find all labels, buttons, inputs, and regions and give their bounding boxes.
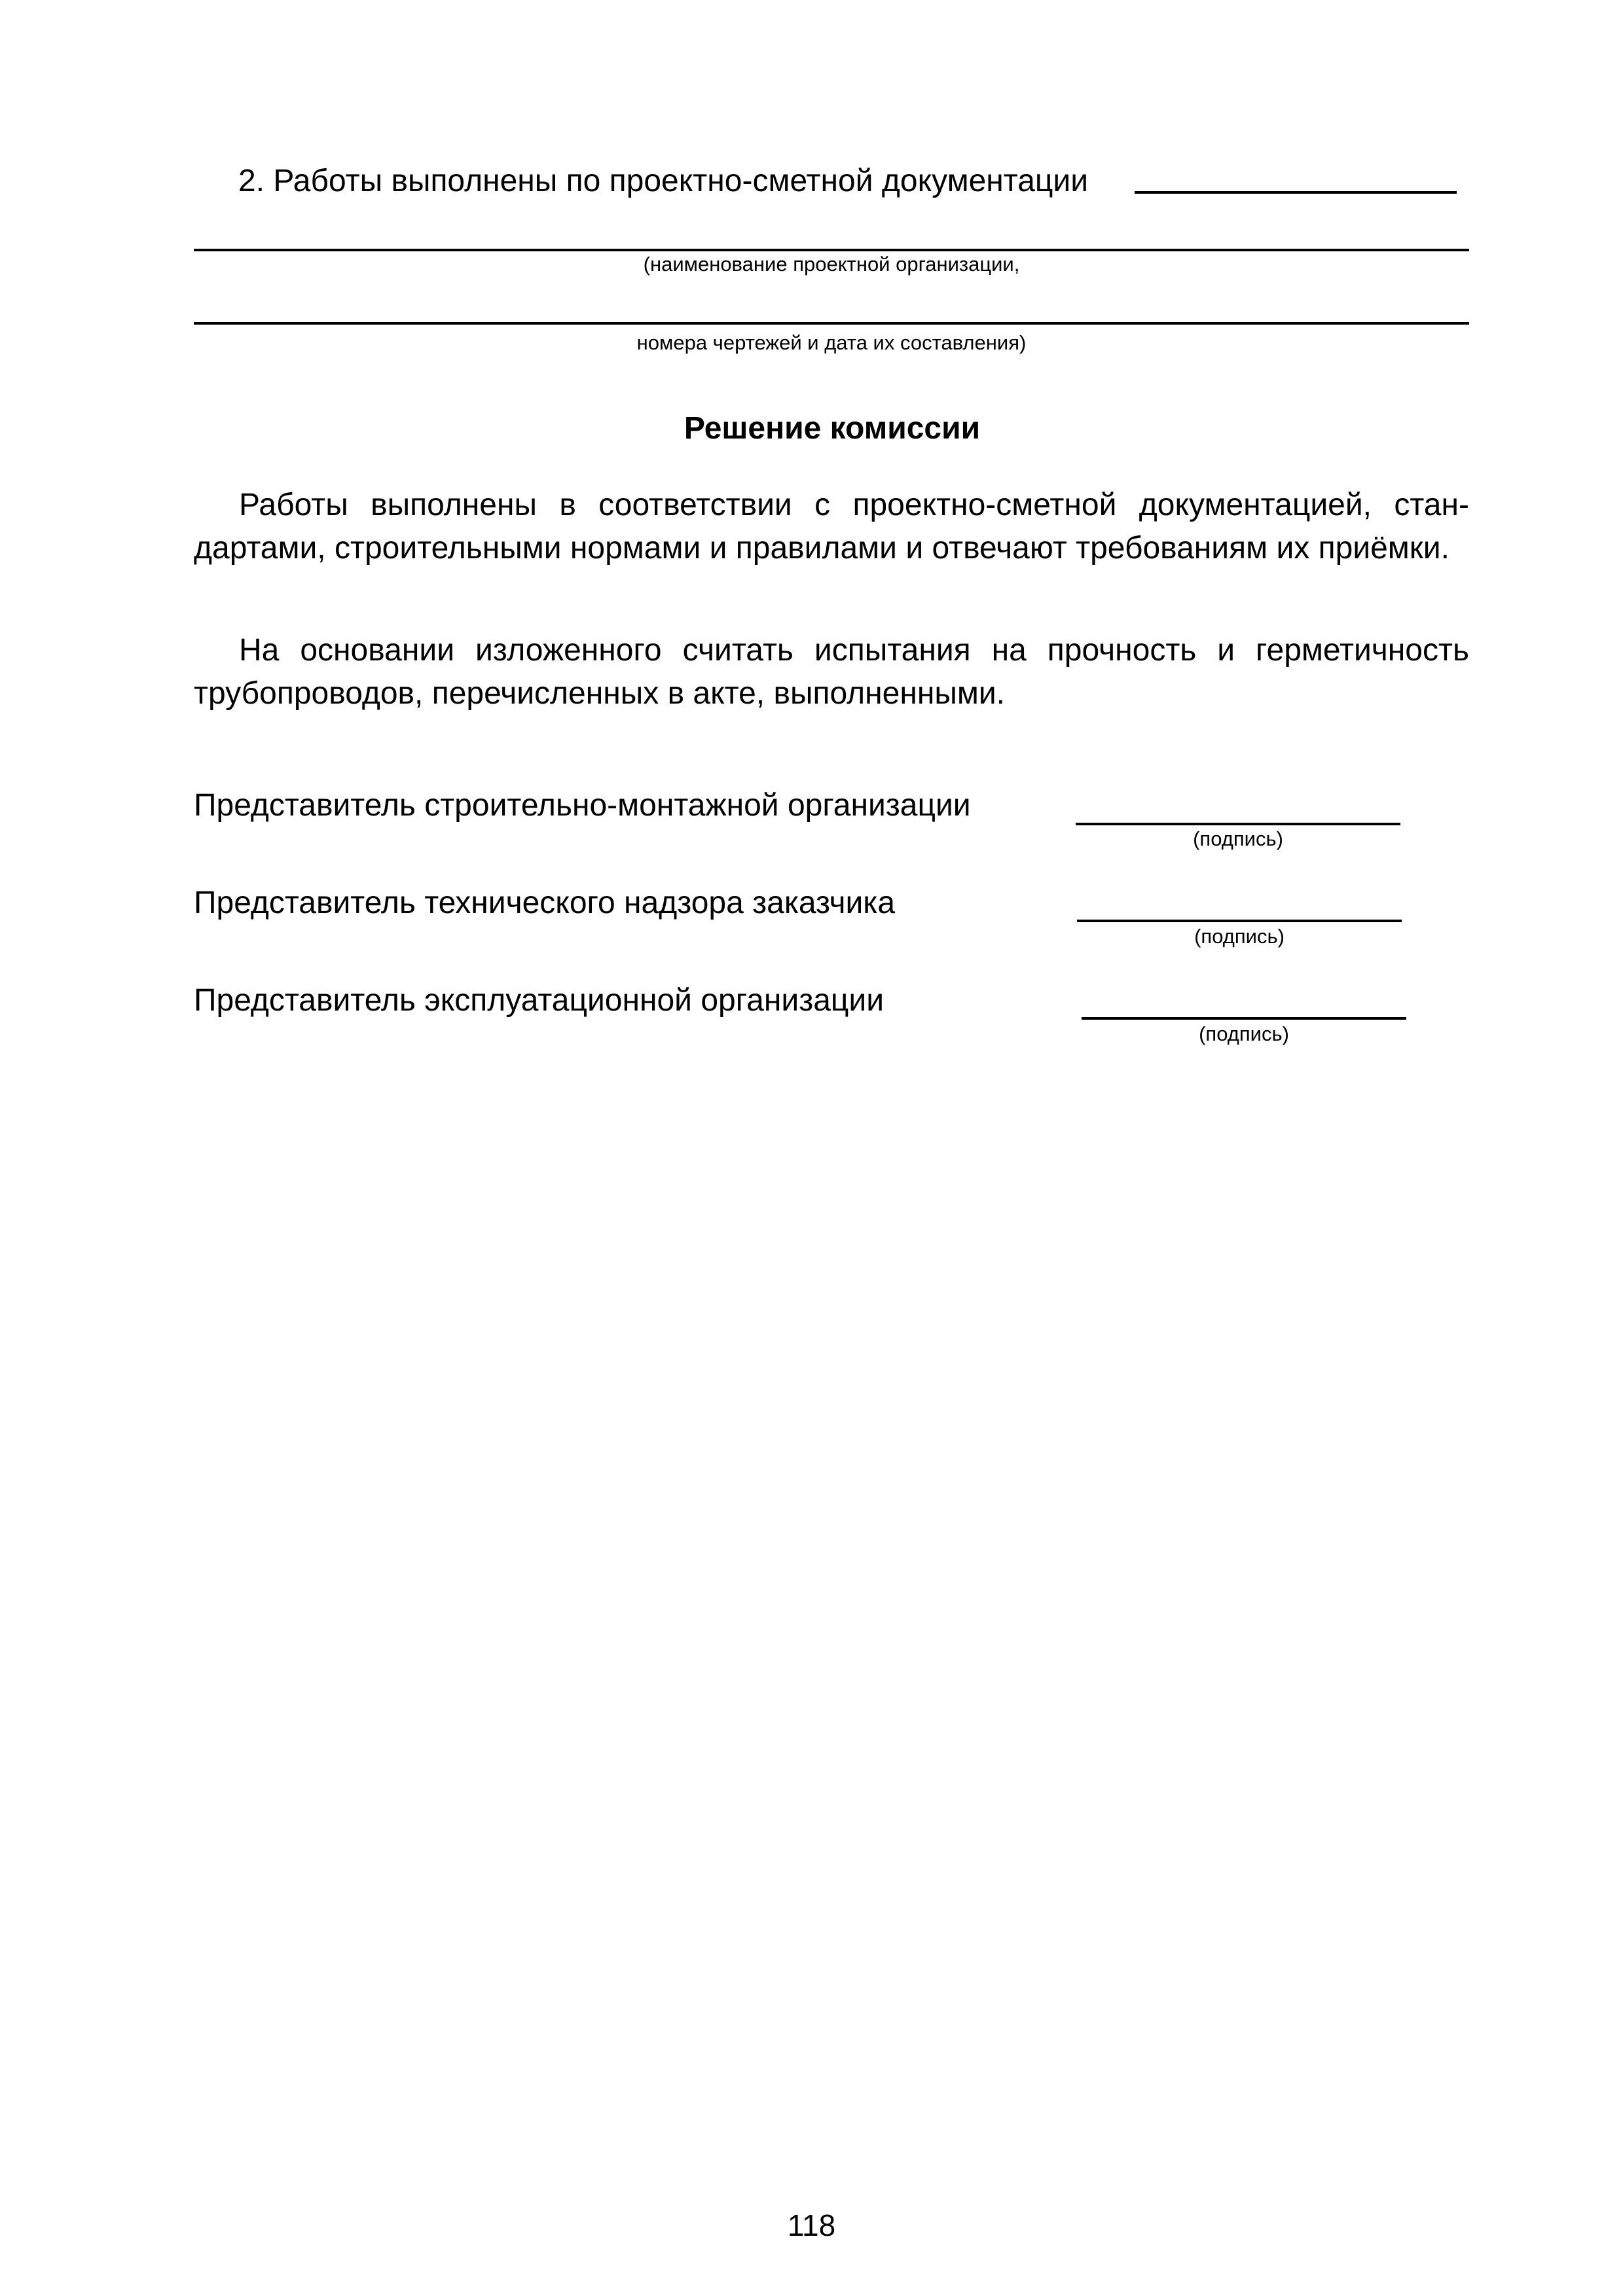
- decision-paragraph-2: [194, 629, 1469, 715]
- signature-caption-construction: (подпись): [1193, 827, 1283, 850]
- page-number: 118: [787, 2208, 836, 2242]
- drawings-fill-line: [194, 322, 1469, 325]
- signature-label-supervision: Представитель технического надзора заказчика: [194, 886, 896, 920]
- decision-paragraph-1: [194, 484, 1469, 570]
- paragraph-2-text: На основании изложенного считать испытания на прочность и герметичность трубопроводов, перечисленных в акте, выполненными.: [194, 633, 1469, 711]
- signature-label-operation: Представитель эксплуатационной организации: [194, 983, 884, 1018]
- signature-line-supervision: [1077, 920, 1402, 922]
- section2-text: 2. Работы выполнены по проектно-сметной документации: [238, 164, 1089, 198]
- project-docs-fill-line: [1135, 191, 1457, 194]
- paragraph-1-text: Работы выполнены в соответствии с проектно-сметной документацией, стандартами, строительными нормами и правилами и отвечают требованиям их приёмки.: [194, 488, 1469, 565]
- signature-label-construction: Представитель строительно-монтажной организации: [194, 788, 971, 823]
- org-name-caption: (наименование проектной организации,: [643, 253, 1020, 276]
- signature-line-operation: [1082, 1017, 1406, 1020]
- signature-caption-supervision: (подпись): [1194, 925, 1285, 948]
- drawings-caption: номера чертежей и дата их составления): [636, 331, 1027, 354]
- signature-line-construction: [1076, 823, 1400, 825]
- decision-heading: Решение комиссии: [684, 411, 981, 446]
- signature-caption-operation: (подпись): [1199, 1022, 1289, 1045]
